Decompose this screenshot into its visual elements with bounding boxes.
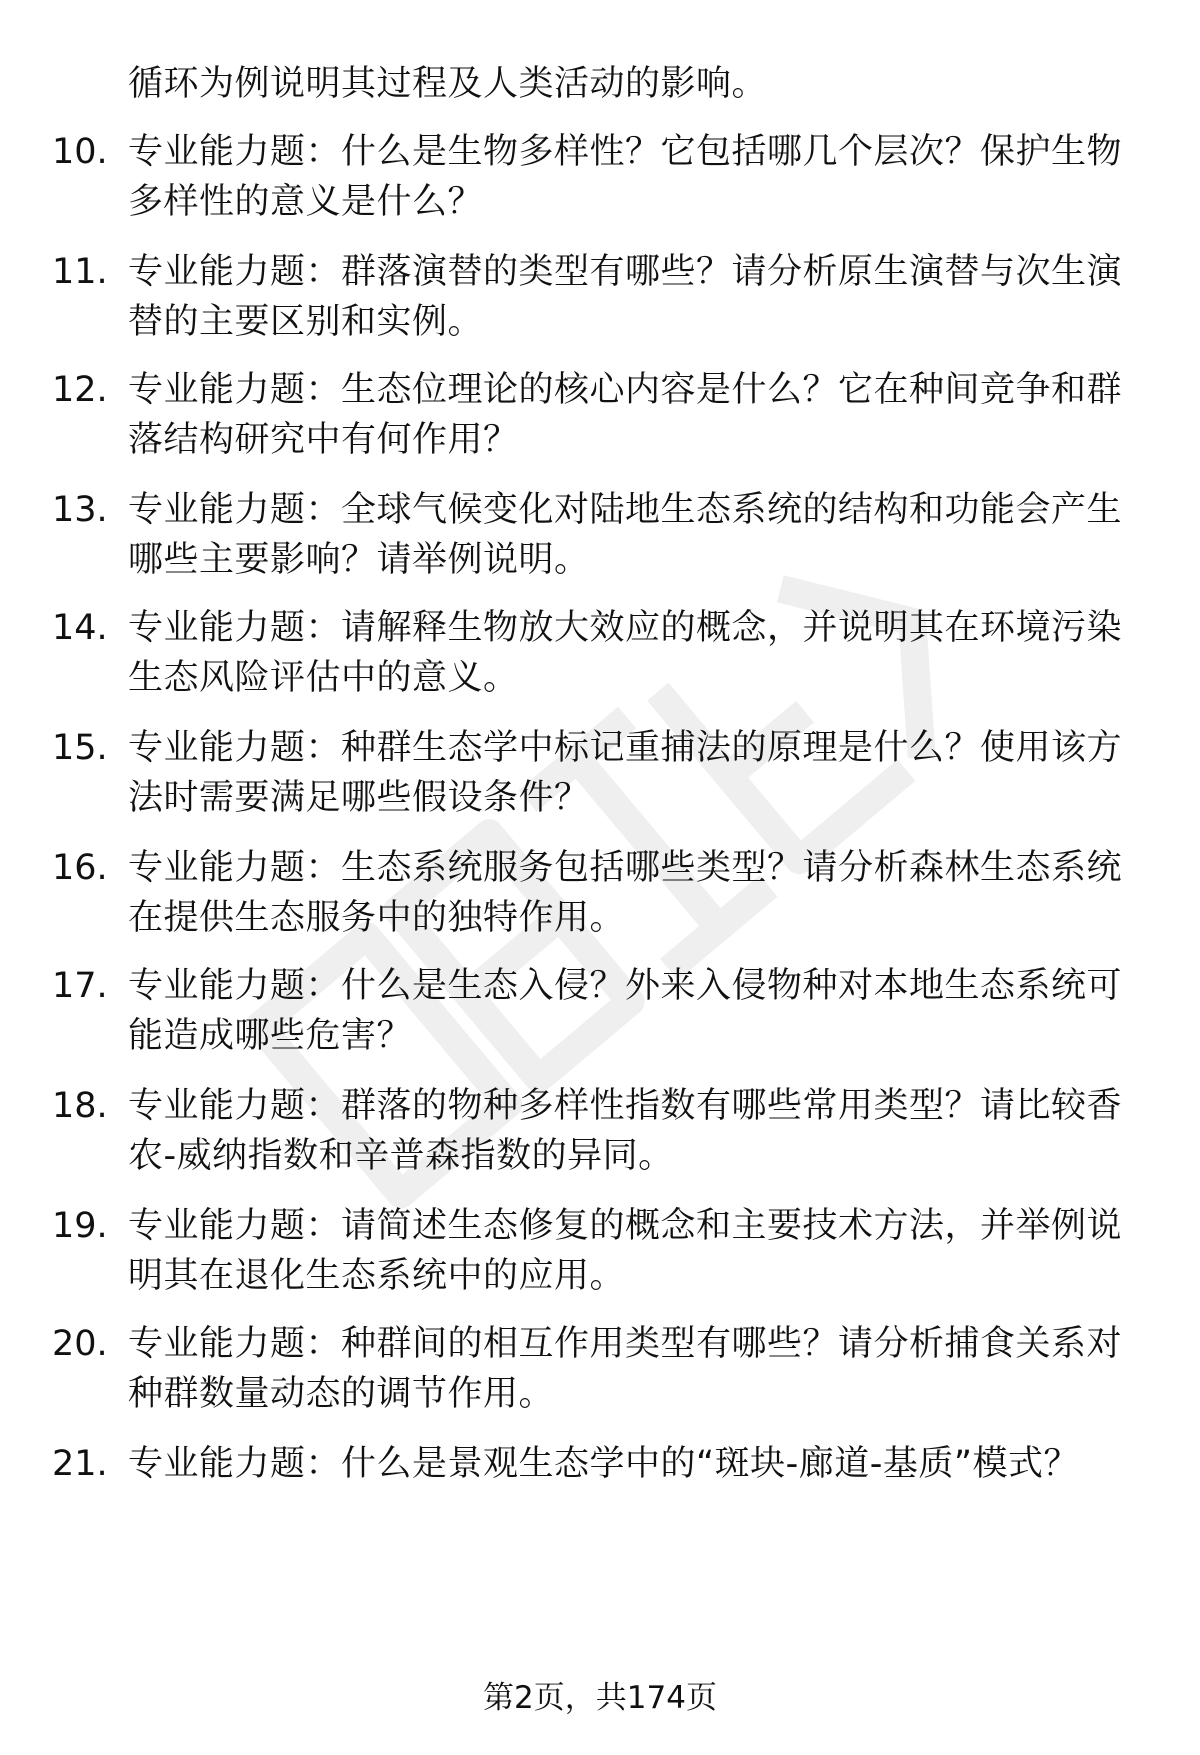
question-number: 18. — [52, 1086, 108, 1126]
question-line: 在提供生态服务中的独特作用。 — [128, 898, 626, 938]
question-number: 13. — [52, 490, 108, 530]
question-number: 12. — [52, 370, 108, 410]
question-text — [128, 485, 1138, 585]
question-line: 哪些主要影响？请举例说明。 — [128, 540, 590, 580]
question-text — [128, 843, 1138, 943]
question-line: 专业能力题：什么是景观生态学中的“斑块-廊道-基质”模式？ — [128, 1444, 1080, 1484]
question-text — [128, 1201, 1138, 1301]
page-footer: 第2页，共174页 — [483, 1680, 717, 1716]
question-line: 法时需要满足哪些假设条件？ — [128, 778, 590, 818]
question-line: 专业能力题：生态系统服务包括哪些类型？请分析森林生态系统 — [128, 848, 1123, 888]
question-line: 明其在退化生态系统中的应用。 — [128, 1256, 626, 1296]
question-line: 种群数量动态的调节作用。 — [128, 1374, 555, 1414]
question-number: 17. — [52, 966, 108, 1006]
question-line: 专业能力题：请简述生态修复的概念和主要技术方法，并举例说 — [128, 1206, 1123, 1246]
question-text — [128, 365, 1138, 465]
question-line: 专业能力题：什么是生物多样性？它包括哪几个层次？保护生物 — [128, 132, 1123, 172]
question-text — [128, 127, 1138, 227]
question-number: 16. — [52, 848, 108, 888]
question-line: 专业能力题：全球气候变化对陆地生态系统的结构和功能会产生 — [128, 490, 1123, 530]
question-line: 专业能力题：群落演替的类型有哪些？请分析原生演替与次生演 — [128, 252, 1123, 292]
question-number: 21. — [52, 1444, 108, 1484]
question-line: 落结构研究中有何作用？ — [128, 420, 519, 460]
question-number: 10. — [52, 132, 108, 172]
question-line: 专业能力题：请解释生物放大效应的概念，并说明其在环境污染 — [128, 608, 1123, 648]
question-number: 19. — [52, 1206, 108, 1246]
question-line: 生态风险评估中的意义。 — [128, 658, 519, 698]
continuation-line: 循环为例说明其过程及人类活动的影响。 — [128, 64, 768, 104]
question-line: 能造成哪些危害？ — [128, 1016, 413, 1056]
question-line: 专业能力题：种群生态学中标记重捕法的原理是什么？使用该方 — [128, 728, 1123, 768]
question-text — [128, 1081, 1138, 1181]
question-text — [128, 603, 1138, 703]
question-number: 20. — [52, 1324, 108, 1364]
question-text — [128, 1439, 1138, 1489]
question-line: 农-威纳指数和辛普森指数的异同。 — [128, 1136, 674, 1176]
question-text — [128, 1319, 1138, 1419]
question-line: 多样性的意义是什么？ — [128, 182, 484, 222]
question-text — [128, 723, 1138, 823]
question-number: 11. — [52, 252, 108, 292]
question-line: 专业能力题：生态位理论的核心内容是什么？它在种间竞争和群 — [128, 370, 1123, 410]
question-line: 专业能力题：种群间的相互作用类型有哪些？请分析捕食关系对 — [128, 1324, 1123, 1364]
question-line: 专业能力题：群落的物种多样性指数有哪些常用类型？请比较香 — [128, 1086, 1123, 1126]
question-line: 替的主要区别和实例。 — [128, 302, 484, 342]
question-number: 14. — [52, 608, 108, 648]
question-line: 专业能力题：什么是生态入侵？外来入侵物种对本地生态系统可 — [128, 966, 1123, 1006]
question-number: 15. — [52, 728, 108, 768]
question-text — [128, 961, 1138, 1061]
question-text — [128, 247, 1138, 347]
